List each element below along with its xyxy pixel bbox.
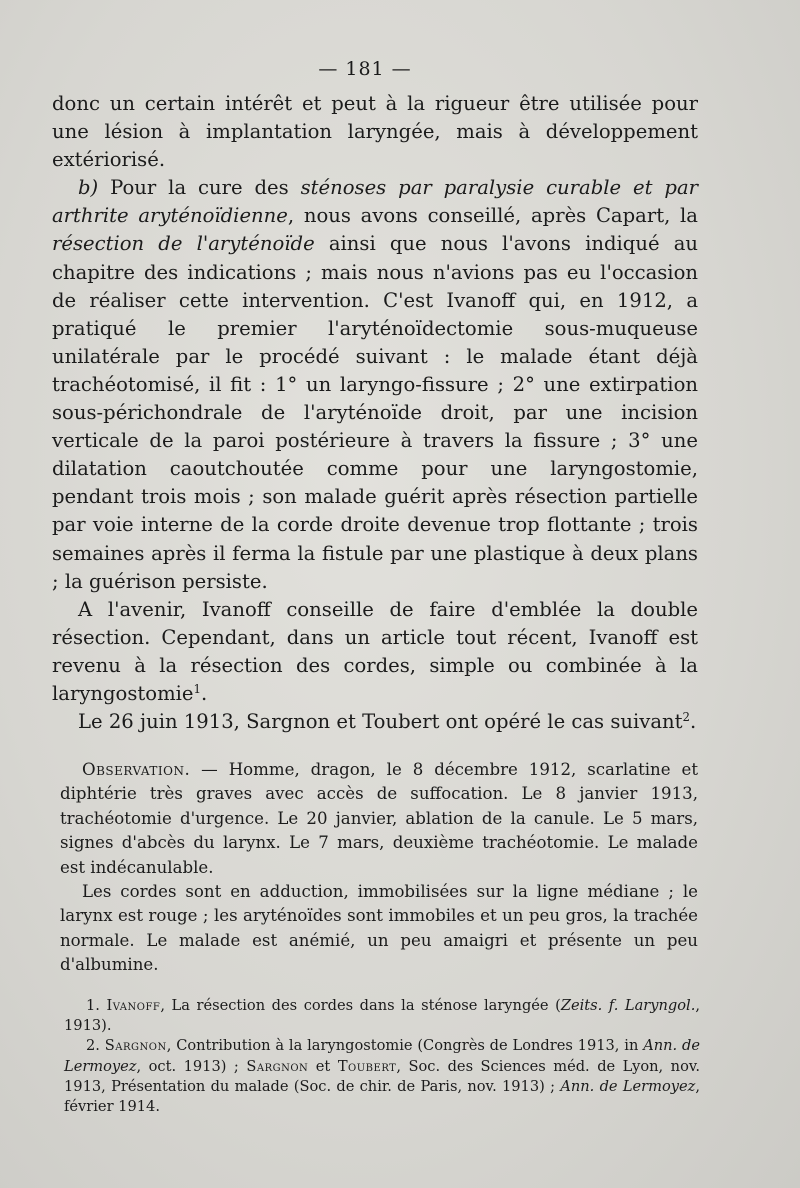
small-caps-text: Sargnon [246,1057,309,1075]
text-run: Les cordes sont en adduction, immobilisées sur la ligne médiane ; le larynx est rouge ; les aryténoïdes sont immobiles et un peu gros, la trachée normale. Le malade est anémié, un peu amaigri et présente un peu d'albumine. [60,882,698,975]
text-run: , oct. 1913) ; [136,1057,247,1075]
text-run: Le 26 juin 1913, Sargnon et Toubert ont opéré le cas suivant [78,710,683,734]
italic-text: Zeits. f. Laryngol. [560,997,696,1014]
paragraph [52,708,698,736]
small-caps-text: Ivanoff [106,997,161,1014]
text-run: , Soc. des Sciences méd. de Lyon, nov. 1913, Présentation du malade (Soc. de chir. de Paris, nov. 1913) ; [64,1057,701,1095]
text-run: A l'avenir, Ivanoff conseille de faire d'emblée la double résection. Cependant, dans un article tout récent, Ivanoff est revenu à la résection des cordes, simple ou combinée à la laryngostomie [52,597,698,705]
text-run: . [690,710,697,734]
text-run: , février 1914. [64,1077,700,1116]
text-run: — Homme, dragon, le 8 décembre 1912, scarlatine et diphtérie très graves avec accès de suffocation. Le 8 janvier 1913, trachéotomie d'urgence. Le 20 janvier, ablation de la canule. Le 5 mars, signes d'abcès du larynx. Le 7 mars, deuxième trachéotomie. Le malade est indécanulable. [60,760,698,877]
small-caps-text: Toubert [337,1057,397,1075]
text-run: , 1913). [64,997,700,1035]
text-run: , La résection des cordes dans la sténose laryngée ( [160,997,561,1014]
italic-text: sténoses par paralysie curable et par arthrite aryténoïdienne [52,176,698,228]
text-run: . [201,681,208,705]
italic-text: Ann. de Lermoyez [64,1037,700,1075]
paragraph [52,596,698,708]
text-run: et [308,1057,338,1075]
italic-text: Ann. de Lermoyez [560,1077,696,1095]
paragraph [52,90,698,174]
text-run: Pour la cure des [98,176,301,200]
text-run: donc un certain intérêt et peut à la rigueur être utilisée pour une lésion à implantation laryngée, mais à développement extériorisé. [52,92,698,172]
italic-text: b) [78,176,99,200]
observation-block [60,758,698,978]
page-number: — 181 — [318,58,412,80]
main-text [52,90,698,736]
observation-paragraph [60,880,698,978]
text-run: , nous avons conseillé, après Capart, la [287,204,698,228]
text-run: , Contribution à la laryngostomie (Congrès de Londres 1913, in [166,1037,644,1055]
paragraph [52,174,698,595]
footnotes [64,996,700,1117]
footnote [64,996,700,1036]
text-run: 2. [86,1037,105,1055]
footnote-ref: 2 [682,710,691,725]
observation-paragraph [60,758,698,880]
small-caps-text: Observation. [82,760,191,779]
footnote-ref: 1 [193,681,201,696]
small-caps-text: Sargnon [104,1037,167,1055]
text-run: 1. [86,997,107,1014]
italic-text: résection de l'aryténoïde [52,232,315,256]
text-run: ainsi que nous l'avons indiqué au chapitre des indications ; mais nous n'avions pas eu l'occasion de réaliser cette intervention. C'est Ivanoff qui, en 1912, a pratiqué le premier l'aryténoïdectomie sous-muqueuse unilatérale par le procédé suivant : le malade étant déjà trachéotomisé, il fit : 1° un laryngo-fissure ; 2° une extirpation sous-périchondrale de l'aryténoïde droit, par une incision verticale de la paroi postérieure à travers la fissure ; 3° une dilatation caoutchoutée comme pour une laryngostomie, pendant trois mois ; son malade guérit après résection partielle par voie interne de la corde droite devenue trop flottante ; trois semaines après il ferma la fistule par une plastique à deux plans ; la guérison persiste. [52,232,698,593]
footnote [64,1036,700,1117]
